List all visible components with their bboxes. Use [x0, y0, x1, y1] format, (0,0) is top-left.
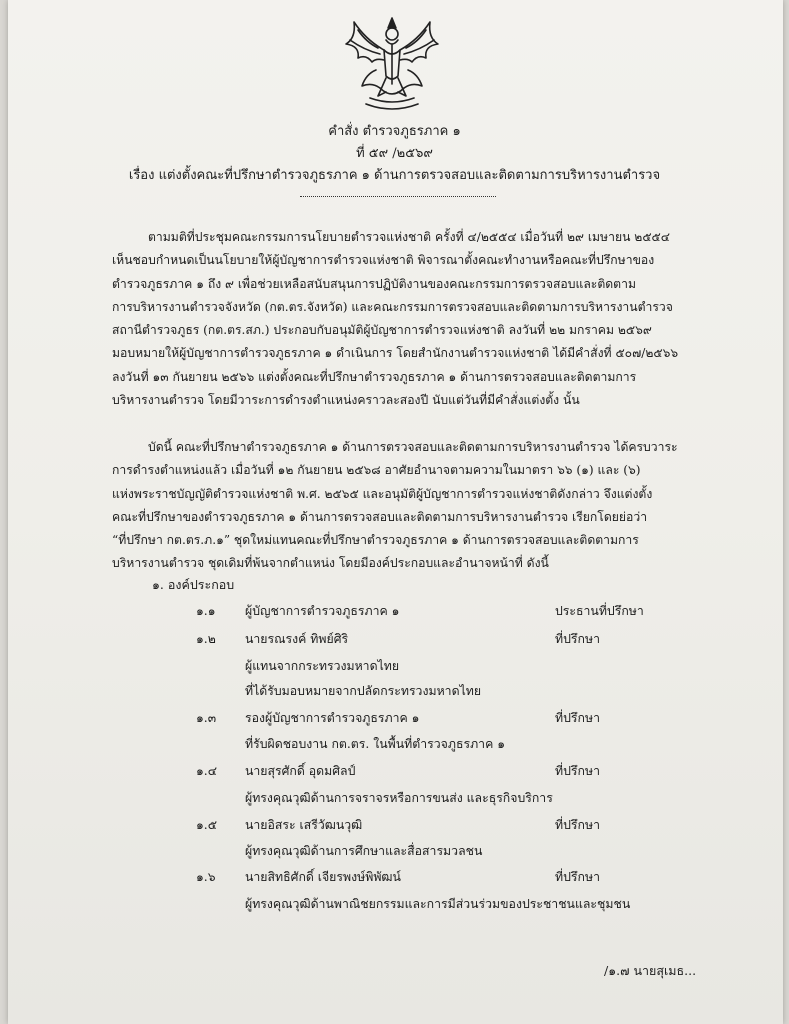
member-number: ๑.๒ [196, 632, 216, 646]
member-number: ๑.๕ [196, 818, 218, 832]
member-detail: ผู้ทรงคุณวุฒิด้านการศึกษาและสื่อสารมวลชน [245, 844, 483, 858]
paragraph-line: คณะที่ปรึกษาของตำรวจภูธรภาค ๑ ด้านการตรวจสอบและติดตามการบริหารงานตำรวจ เรียกโดยย่อว่า [112, 509, 648, 524]
order-subject: เรื่อง แต่งตั้งคณะที่ปรึกษาตำรวจภูธรภาค ๑ ด้านการตรวจสอบและติดตามการบริหารงานตำรวจ [128, 168, 661, 183]
member-role: ที่ปรึกษา [555, 632, 600, 646]
paragraph-line: “ที่ปรึกษา กต.ตร.ภ.๑” ชุดใหม่แทนคณะที่ปรึกษาตำรวจภูธรภาค ๑ ด้านการตรวจสอบและติดตามการ [112, 533, 639, 548]
member-role: ที่ปรึกษา [555, 818, 600, 832]
paragraph-line: บริหารงานตำรวจ โดยมีวาระการดำรงตำแหน่งคราวละสองปี นับแต่วันที่มีคำสั่งแต่งตั้ง นั้น [112, 393, 580, 408]
section-title: ๑. องค์ประกอบ [152, 577, 235, 592]
paragraph-line: บริหารงานตำรวจ ชุดเดิมที่พ้นจากตำแหน่ง โดยมีองค์ประกอบและอำนาจหน้าที่ ดังนี้ [112, 556, 549, 571]
paragraph-line: การดำรงตำแหน่งแล้ว เมื่อวันที่ ๑๒ กันยายน ๒๕๖๘ อาศัยอำนาจตามความในมาตรา ๖๖ (๑) และ (๖) [112, 463, 641, 478]
member-detail: ที่รับผิดชอบงาน กต.ตร. ในพื้นที่ตำรวจภูธรภาค ๑ [245, 737, 506, 751]
paragraph-line: แห่งพระราชบัญญัติตำรวจแห่งชาติ พ.ศ. ๒๕๖๕ และอนุมัติผู้บัญชาการตำรวจแห่งชาติดังกล่าว จึงแต่งตั้ง [112, 486, 653, 501]
member-number: ๑.๓ [196, 711, 217, 725]
order-title: คำสั่ง ตำรวจภูธรภาค ๑ [328, 124, 461, 139]
member-number: ๑.๔ [196, 764, 218, 778]
member-role: ที่ปรึกษา [555, 711, 600, 725]
paragraph-line: มอบหมายให้ผู้บัญชาการตำรวจภูธรภาค ๑ ดำเนินการ โดยสำนักงานตำรวจแห่งชาติ ได้มีคำสั่งที่ ๕๐๗/๒๕๖๖ [112, 346, 679, 361]
paragraph-line: บัดนี้ คณะที่ปรึกษาตำรวจภูธรภาค ๑ ด้านการตรวจสอบและติดตามการบริหารงานตำรวจ ได้ครบวาระ [148, 440, 678, 454]
page-continuation: /๑.๗ นายสุเมธ... [604, 963, 697, 978]
member-name: ผู้บัญชาการตำรวจภูธรภาค ๑ [245, 604, 400, 618]
member-name: นายอิสระ เสรีวัฒนวุฒิ [245, 818, 363, 832]
paragraph-line: ตามมติที่ประชุมคณะกรรมการนโยบายตำรวจแห่งชาติ ครั้งที่ ๔/๒๕๕๔ เมื่อวันที่ ๒๙ เมษายน ๒๕๕๔ [148, 230, 670, 244]
paragraph-line: ตำรวจภูธรภาค ๑ ถึง ๙ เพื่อช่วยเหลือสนับสนุนการปฏิบัติงานของคณะกรรมการตรวจสอบและติดตาม [112, 276, 636, 291]
member-name: นายรณรงค์ ทิพย์ศิริ [245, 632, 349, 646]
order-number: ที่ ๕๙ /๒๕๖๙ [356, 146, 433, 161]
member-name: นายสุรศักดิ์ อุดมศิลป์ [245, 764, 356, 778]
member-role: ประธานที่ปรึกษา [555, 604, 644, 618]
member-detail: ที่ได้รับมอบหมายจากปลัดกระทรวงมหาดไทย [245, 684, 482, 698]
paragraph-line: การบริหารงานตำรวจจังหวัด (กต.ตร.จังหวัด) และคณะกรรมการตรวจสอบและติดตามการบริหารงานตำรวจ [112, 299, 673, 314]
member-detail: ผู้แทนจากกระทรวงมหาดไทย [245, 659, 400, 673]
member-detail: ผู้ทรงคุณวุฒิด้านการจราจรหรือการขนส่ง และธุรกิจบริการ [245, 791, 553, 805]
member-name: นายสิทธิศักดิ์ เจียรพงษ์พิพัฒน์ [245, 870, 401, 884]
member-detail: ผู้ทรงคุณวุฒิด้านพาณิชยกรรมและการมีส่วนร่วมของประชาชนและชุมชน [245, 897, 631, 911]
garuda-emblem-icon [336, 14, 448, 118]
member-name: รองผู้บัญชาการตำรวจภูธรภาค ๑ [245, 711, 420, 725]
member-number: ๑.๖ [196, 870, 216, 884]
paragraph-line: ลงวันที่ ๑๓ กันยายน ๒๕๖๖ แต่งตั้งคณะที่ปรึกษาตำรวจภูธรภาค ๑ ด้านการตรวจสอบและติดตามการ [112, 369, 637, 384]
paragraph-line: เห็นชอบกำหนดเป็นนโยบายให้ผู้บัญชาการตำรวจแห่งชาติ พิจารณาตั้งคณะทำงานหรือคณะที่ปรึกษาของ [112, 253, 655, 268]
dotted-divider [300, 196, 496, 197]
member-role: ที่ปรึกษา [555, 870, 600, 884]
member-number: ๑.๑ [196, 604, 216, 618]
member-role: ที่ปรึกษา [555, 764, 600, 778]
paragraph-2 [112, 436, 718, 576]
paragraph-1 [112, 226, 718, 412]
paragraph-line: สถานีตำรวจภูธร (กต.ตร.สภ.) ประกอบกับอนุมัติผู้บัญชาการตำรวจแห่งชาติ ลงวันที่ ๒๒ มกราคม ๒๕๖๙ [112, 323, 652, 338]
